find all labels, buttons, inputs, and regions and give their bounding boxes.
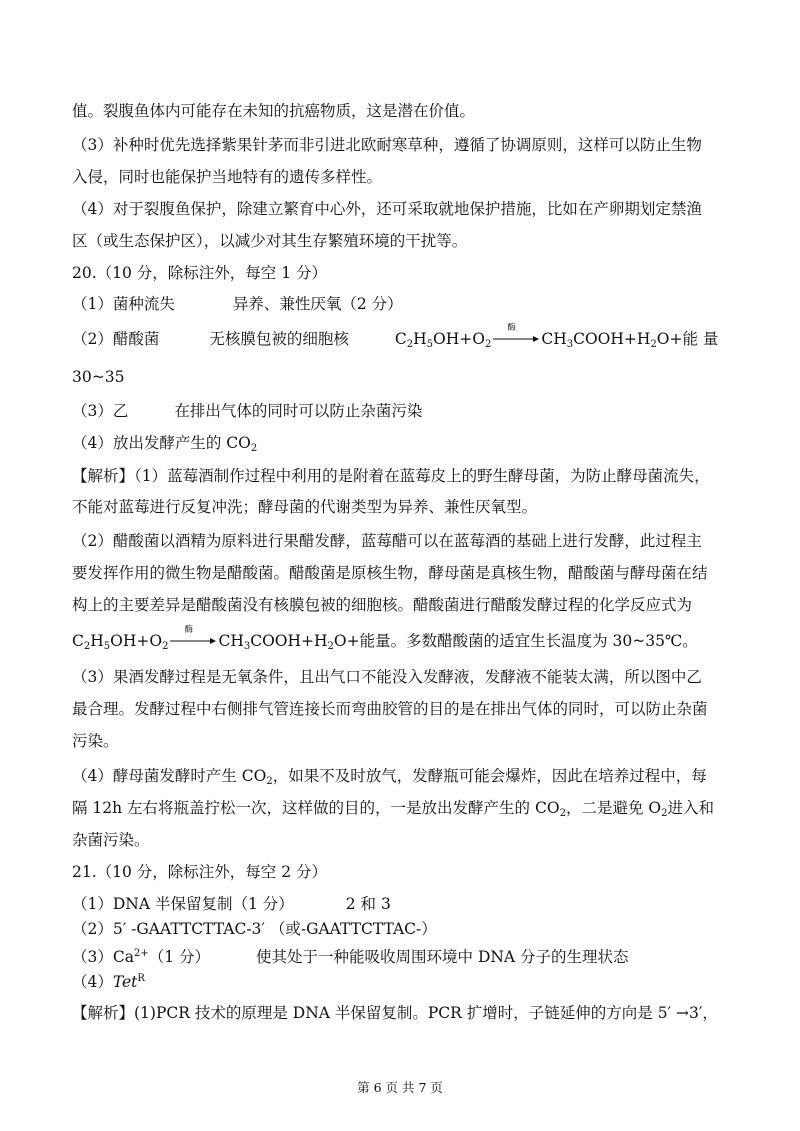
answer-line: （4）Tet$^R$ — [72, 973, 145, 991]
analysis-line: 【解析】（1）蓝莓酒制作过程中利用的是附着在蓝莓皮上的野生酵母菌，为防止酵母菌流失， — [72, 467, 710, 485]
text-line: （4）酵母菌发酵时产生 $CO_2$，如果不及时放气，发酵瓶可能会爆炸，因此在培养过程中，每 — [72, 767, 707, 787]
question-header: 21.（10 分，除标注外，每空 2 分） — [72, 863, 328, 881]
text-line: 隔 12h 左右将瓶盖拧松一次，这样做的目的，一是放出发酵产生的 $CO_2$，二是避免 $O_2$进入和 — [72, 799, 714, 819]
text-line: 入侵，同时也能保护当地特有的遗传多样性。 — [72, 168, 383, 186]
text-line: （3）补种时优先选择紫果针茅而非引进北欧耐寒草种，遵循了协调原则，这样可以防止生物 — [72, 136, 702, 154]
answer-line: （3）乙 在排出气体的同时可以防止杂菌污染 — [72, 402, 423, 420]
answer-line: $(3)Ca^{2+}(1$ 分） 使其处于一种能吸收周围环境中 DNA 分子的生理状态 — [72, 948, 629, 966]
answer-part: 无核膜包被的细胞核 — [209, 330, 349, 348]
text-line: 构上的主要差异是醋酸菌没有核膜包被的细胞核。醋酸菌进行醋酸发酵过程的化学反应式为 — [72, 596, 693, 614]
text-line: 最合理。发酵过程中右侧排气管连接长而弯曲胶管的目的是在排出气体的同时，可以防止杂菌 — [72, 700, 708, 718]
text-line: 值。裂腹鱼体内可能存在未知的抗癌物质，这是潜在价值。 — [72, 102, 476, 120]
answer-line-equation — [72, 323, 740, 356]
chem-equation: $C_2H_5OH+O_2$ 酶 $CH_3COOH+H_2O+$能 量 — [394, 323, 719, 350]
answer-line: （4）放出发酵产生的 $CO_2$ — [72, 434, 258, 454]
text-line: 区（或生态保护区），以减少对其生存繁殖环境的干扰等。 — [72, 232, 468, 250]
answer-part: （1）菌种流失 — [72, 295, 175, 313]
answer-part: 异养、兼性厌氧（2 分） — [232, 295, 403, 313]
reaction-arrow: 酶 — [493, 329, 539, 347]
text-line: 不能对蓝莓进行反复冲洗；酵母菌的代谢类型为异养、兼性厌氧型。 — [72, 498, 538, 516]
answer-line: （1）DNA 半保留复制（1 分） 2 和 3 — [72, 895, 391, 913]
reaction-arrow: 酶 — [170, 631, 216, 649]
answer-part: （2）醋酸菌 — [72, 330, 160, 348]
text-line: 杂菌污染。 — [72, 831, 150, 849]
text-line: （2）醋酸菌以酒精为原料进行果醋发酵，蓝莓醋可以在蓝莓酒的基础上进行发酵，此过程主 — [72, 532, 702, 550]
analysis-line: 【解析】(1)PCR 技术的原理是 DNA 半保留复制。PCR 扩增时，子链延伸的方向是 5′ →3′， — [72, 1004, 718, 1022]
question-header: 20.（10 分，除标注外，每空 1 分） — [72, 264, 328, 282]
text-line: 要发挥作用的微生物是醋酸菌。醋酸菌是原核生物，酵母菌是真核生物，醋酸菌与酵母菌在结 — [72, 564, 708, 582]
text-line: 30~35 — [72, 368, 125, 386]
page-footer: 第 6 页 共 7 页 — [357, 1080, 443, 1095]
answer-line — [72, 293, 740, 315]
text-line-equation: $C_2H_5OH+O_2$ 酶 $CH_3COOH+H_2O+$能量。多数醋酸菌的适宜生长温度为 30~35℃。 — [72, 625, 698, 652]
chem-equation: $C_2H_5OH+O_2$ 酶 $CH_3COOH+H_2O+$ — [72, 625, 360, 652]
text-line: （4）对于裂腹鱼保护，除建立繁育中心外，还可采取就地保护措施，比如在产卵期划定禁渔 — [72, 200, 702, 218]
text-line: 污染。 — [72, 732, 119, 750]
text-line: （3）果酒发酵过程是无氧条件，且出气口不能没入发酵液，发酵液不能装太满，所以图中乙 — [72, 668, 702, 686]
answer-line: （2）5′ -GAATTCTTAC-3′ （或-GAATTCTTAC-） — [72, 920, 437, 938]
